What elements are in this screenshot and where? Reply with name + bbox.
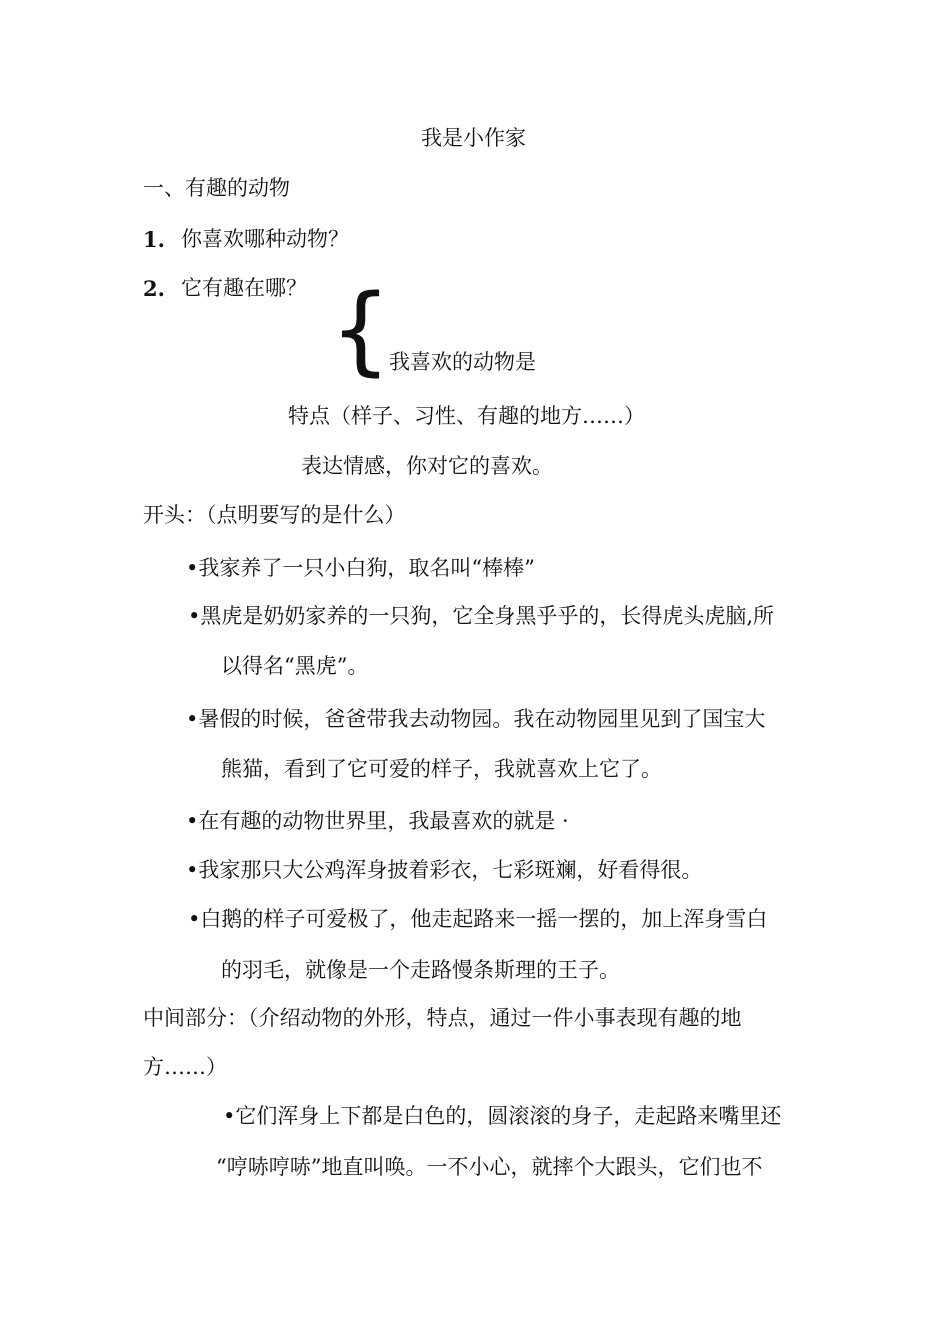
question-text: 它有趣在哪？: [181, 276, 307, 300]
example-sentence: •在有趣的动物世界里，我最喜欢的就是 ·: [186, 809, 569, 833]
outline-item: 我喜欢的动物是: [389, 350, 536, 374]
example-sentence: •黑虎是奶奶家养的一只狗，它全身黑乎乎的，长得虎头虎脑,所: [188, 604, 775, 628]
question-number: 2.: [143, 276, 165, 301]
example-sentence-continuation: 熊猫，看到了它可爱的样子，我就喜欢上它了。: [221, 757, 662, 781]
section-heading: 一、有趣的动物: [143, 176, 290, 200]
example-sentence-continuation: 以得名“黑虎”。: [221, 654, 369, 678]
example-sentence-continuation: 的羽毛，就像是一个走路慢条斯理的王子。: [221, 958, 620, 982]
page-title: 我是小作家: [421, 126, 526, 150]
example-sentence-continuation: “哼哧哼哧”地直叫唤。一不小心，就摔个大跟头，它们也不: [216, 1155, 763, 1179]
example-sentence: •白鹅的样子可爱极了，他走起路来一摇一摆的，加上浑身雪白: [188, 907, 768, 931]
question-text: 你喜欢哪种动物？: [181, 227, 349, 251]
middle-heading-continuation: 方……）: [143, 1055, 227, 1079]
outline-item: 特点（样子、习性、有趣的地方……）: [288, 404, 645, 428]
middle-heading: 中间部分：（介绍动物的外形，特点，通过一件小事表现有趣的地: [143, 1006, 742, 1030]
outline-item: 表达情感，你对它的喜欢。: [301, 454, 553, 478]
opening-heading: 开头：（点明要写的是什么）: [143, 503, 406, 527]
example-sentence: •它们浑身上下都是白色的，圆滚滚的身子，走起路来嘴里还: [223, 1104, 782, 1128]
example-sentence: •暑假的时候，爸爸带我去动物园。我在动物园里见到了国宝大: [186, 707, 766, 731]
example-sentence: •我家养了一只小白狗，取名叫“棒棒”: [186, 556, 535, 580]
question-number: 1.: [143, 227, 165, 252]
curly-brace-icon: {: [330, 274, 392, 386]
example-sentence: •我家那只大公鸡浑身披着彩衣，七彩斑斓，好看得很。: [186, 858, 703, 882]
